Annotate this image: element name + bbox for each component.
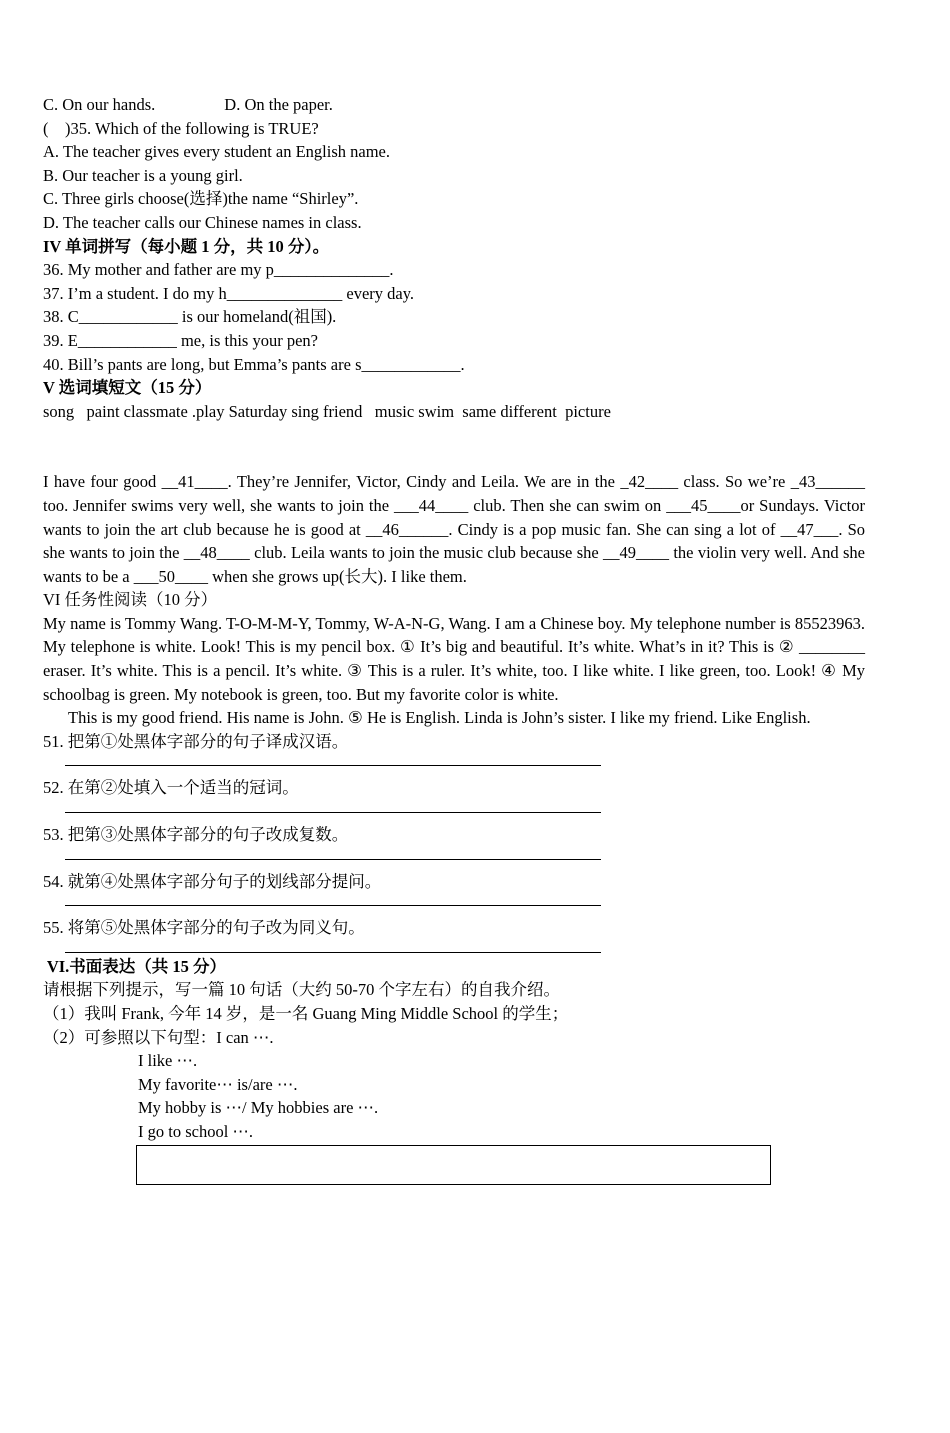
spacer — [43, 423, 865, 470]
writing-hint-2: （2）可参照以下句型：I can ⋯. — [43, 1027, 274, 1047]
pattern-2: My favorite⋯ is/are ⋯. — [138, 1074, 298, 1094]
reading-paragraph-2: This is my good friend. His name is John. ⑤ He is English. Linda is John’s sister. I like my friend. Like English. — [68, 708, 811, 728]
q35-option-b: B. Our teacher is a young girl. — [43, 165, 243, 185]
q35-question: ( )35. Which of the following is TRUE? — [43, 118, 319, 138]
pattern-1: I like ⋯. — [138, 1051, 198, 1071]
cloze-passage: I have four good __41____. They’re Jennifer, Victor, Cindy and Leila. We are in the _42____ class. So we’re _43______ too. Jennifer swims very well, she wants to join the ___44____ club. Then she can swim on ___45____or Sundays. Victor wants to join the art club because he is good at __46______. Cindy is a pop music fan. She can sing a lot of __47___. So she wants to join the __48____ club. Leila wants to join the music club because she __49____ the violin very well. And she wants to be a ___50____ when she grows up(长大). I like them. — [43, 472, 865, 586]
spelling-item-36: 36. My mother and father are my p______________. — [43, 260, 394, 280]
spelling-item-40: 40. Bill’s pants are long, but Emma’s pants are s____________. — [43, 354, 465, 374]
q35-option-c: C. Three girls choose(选择)the name “Shirley”. — [43, 189, 359, 209]
answer-line-52[interactable] — [65, 800, 601, 813]
spelling-item-38: 38. C____________ is our homeland(祖国). — [43, 307, 337, 327]
reading-question-52: 52. 在第②处填入一个适当的冠词。 — [43, 778, 299, 798]
section7-title: VI.书面表达（共 15 分） — [43, 956, 227, 976]
writing-instruction: 请根据下列提示，写一篇 10 句话（大约 50-70 个字左右）的自我介绍。 — [43, 980, 560, 1000]
writing-hint-1: （1）我叫 Frank, 今年 14 岁，是一名 Guang Ming Middle School 的学生； — [43, 1004, 569, 1023]
worksheet-page — [43, 93, 865, 1185]
q34-option-d: D. On the paper. — [224, 95, 333, 114]
q35-option-d: D. The teacher calls our Chinese names in class. — [43, 212, 362, 232]
spelling-item-39: 39. E____________ me, is this your pen? — [43, 330, 318, 350]
word-bank: song paint classmate .play Saturday sing friend music swim same different picture — [43, 401, 611, 421]
writing-answer-box[interactable] — [136, 1145, 771, 1185]
section5-title: V 选词填短文（15 分） — [43, 378, 212, 398]
answer-line-51[interactable] — [65, 753, 601, 766]
reading-question-54: 54. 就第④处黑体字部分句子的划线部分提问。 — [43, 871, 382, 891]
reading-question-51: 51. 把第①处黑体字部分的句子译成汉语。 — [43, 731, 349, 751]
pattern-3: My hobby is ⋯/ My hobbies are ⋯. — [138, 1098, 379, 1118]
q34-option-c: C. On our hands. — [43, 95, 156, 114]
reading-question-55: 55. 将第⑤处黑体字部分的句子改为同义句。 — [43, 918, 365, 938]
q34-options-cd — [43, 93, 865, 117]
spelling-item-37: 37. I’m a student. I do my h______________ every day. — [43, 283, 415, 303]
section6-title: VI 任务性阅读（10 分） — [43, 590, 218, 610]
reading-question-53: 53. 把第③处黑体字部分的句子改成复数。 — [43, 825, 349, 845]
section4-title: IV 单词拼写（每小题 1 分，共 10 分）。 — [43, 236, 330, 256]
answer-line-54[interactable] — [65, 893, 601, 906]
reading-paragraph-1: My name is Tommy Wang. T-O-M-M-Y, Tommy, W-A-N-G, Wang. I am a Chinese boy. My telephone number is 85523963. My telephone is white. Look! This is my pencil box. ① It’s big and beautiful. It’s white. What’s in it? This is ② ________ eraser. It’s white. This is a pencil. It’s white. ③ This is a ruler. It’s white, too. I like white. I like green, too. Look! ④ My schoolbag is green. My notebook is green, too. But my favorite color is white. — [43, 613, 865, 704]
pattern-4: I go to school ⋯. — [138, 1121, 254, 1141]
answer-line-53[interactable] — [65, 847, 601, 860]
q35-option-a: A. The teacher gives every student an English name. — [43, 142, 390, 162]
answer-line-55[interactable] — [65, 940, 601, 953]
